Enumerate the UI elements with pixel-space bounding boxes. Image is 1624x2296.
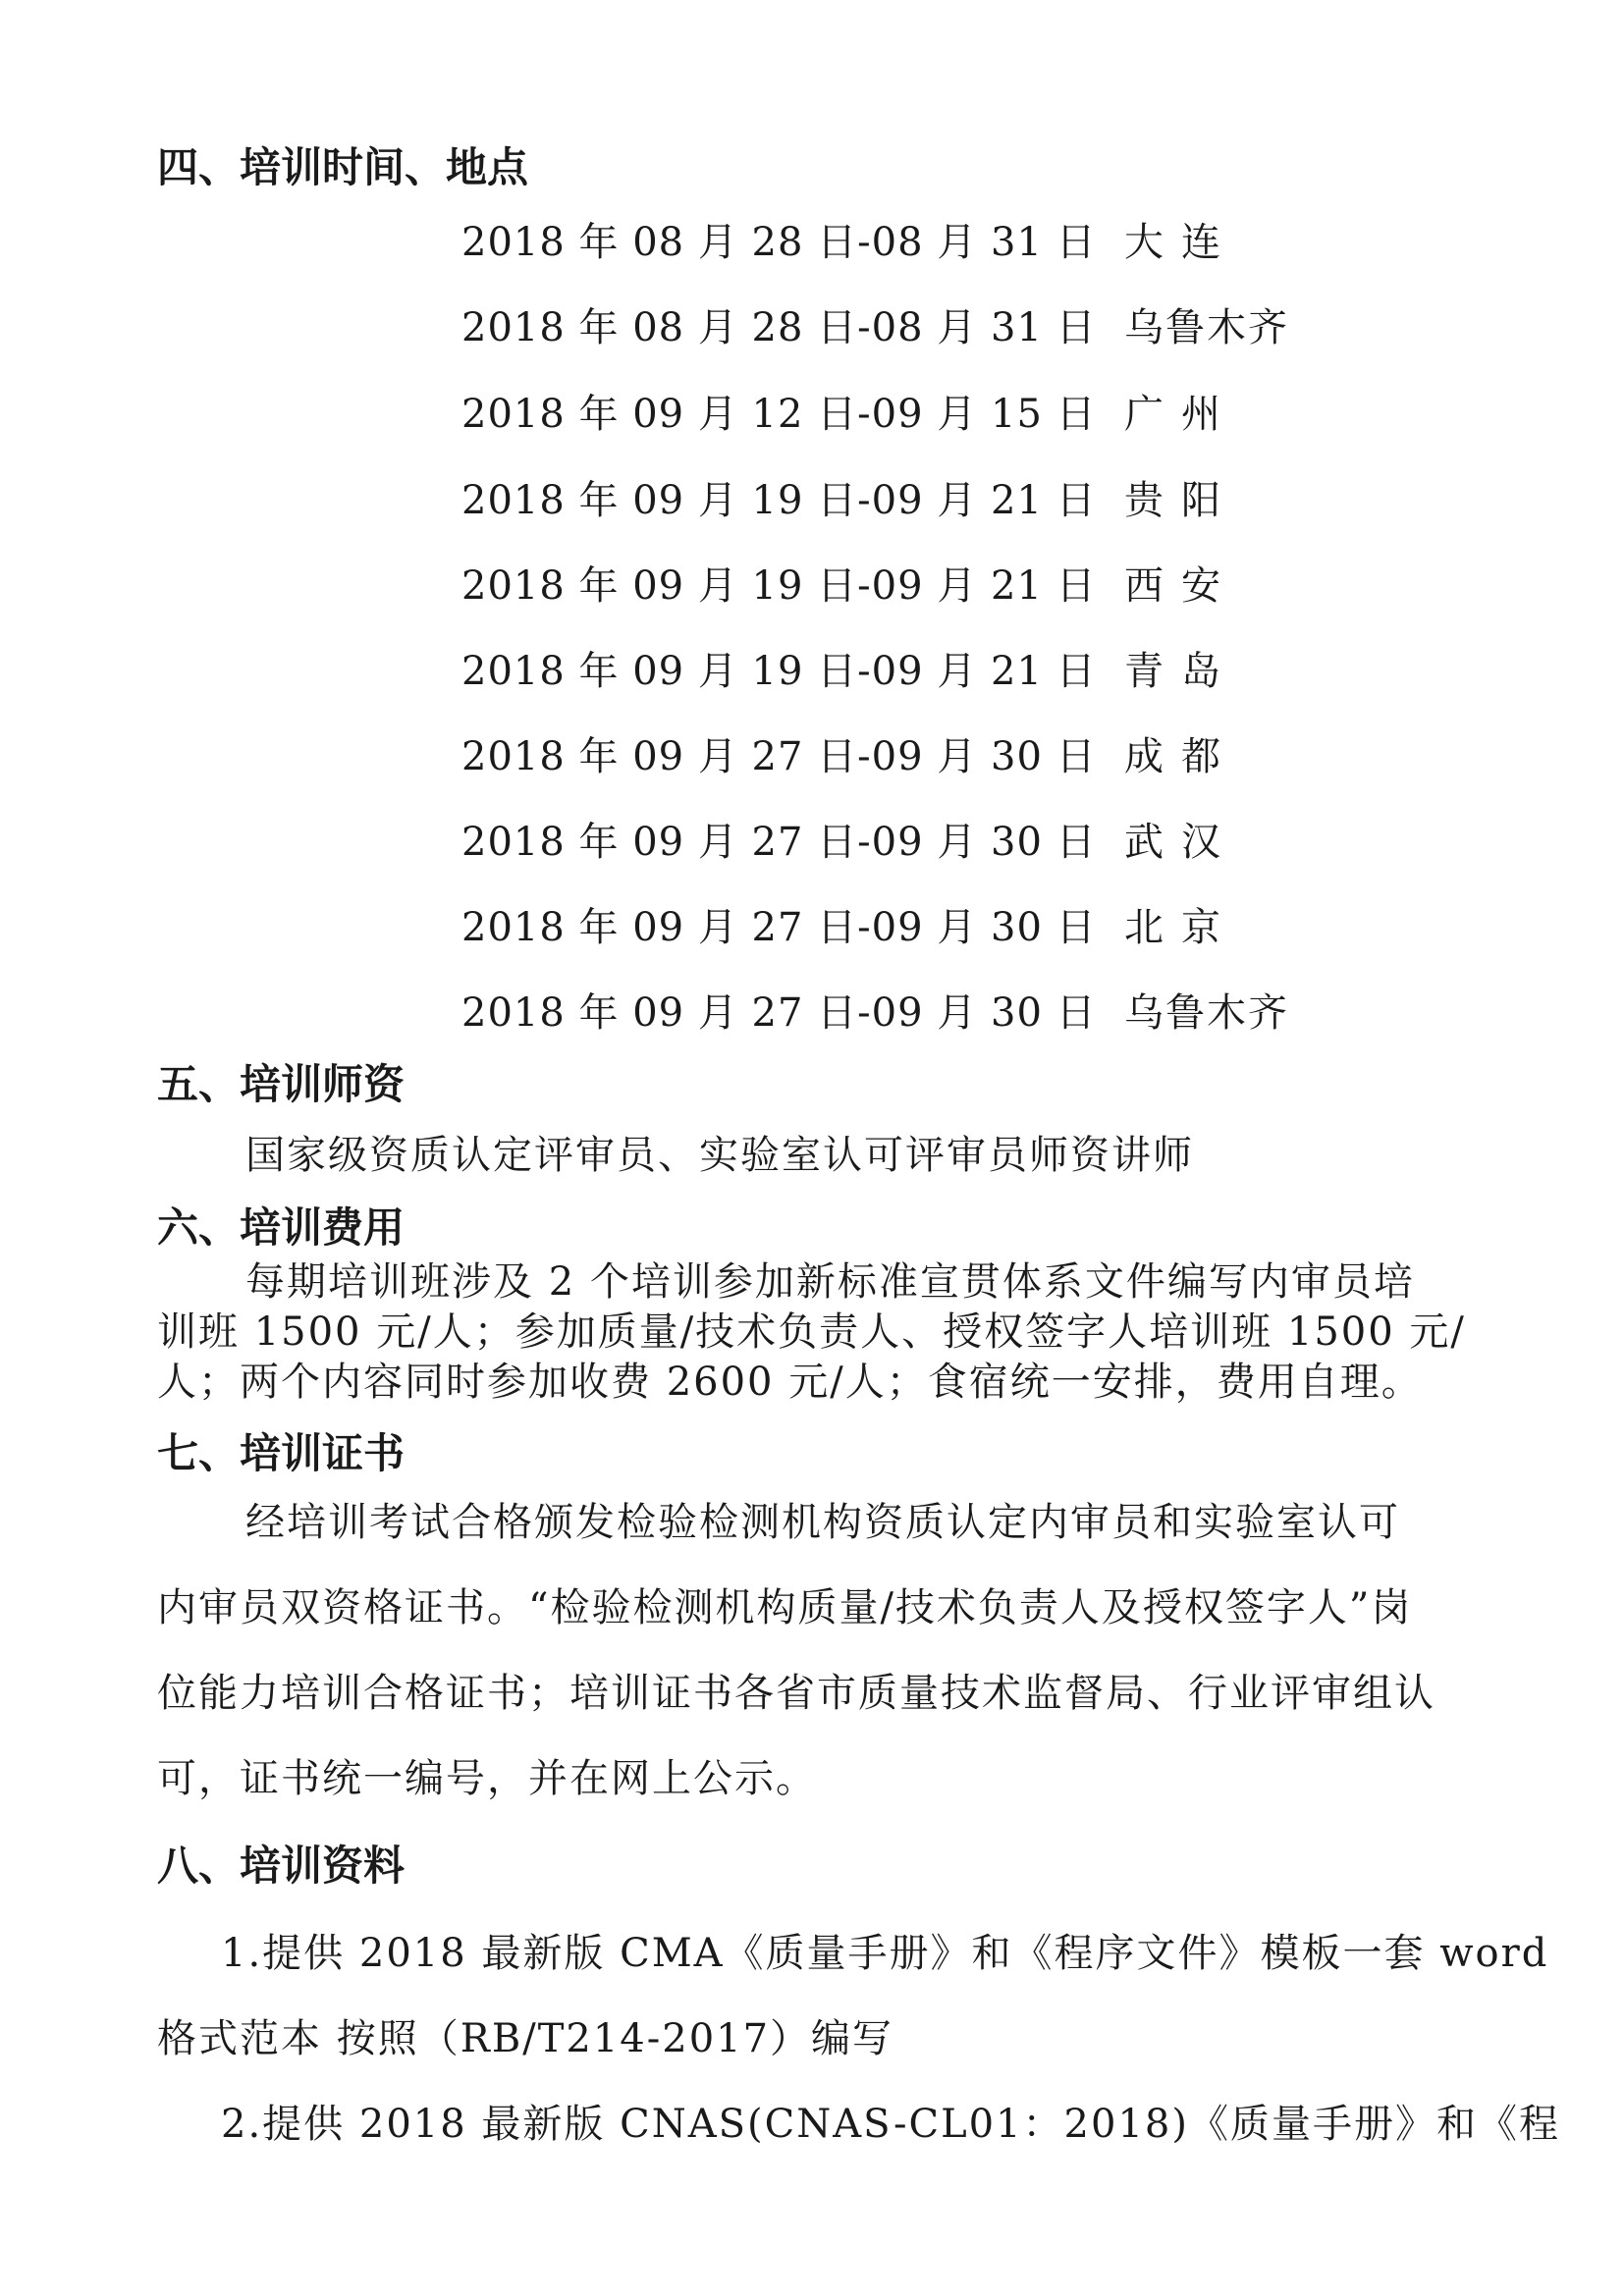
schedule-city: 乌鲁木齐 (1124, 990, 1289, 1036)
section-heading-fees: 六、培训费用 (157, 1203, 406, 1252)
schedule-date: 2018 年 08 月 28 日-08 月 31 日 (461, 220, 1097, 265)
section-heading-materials: 八、培训资料 (157, 1842, 406, 1890)
schedule-date: 2018 年 09 月 19 日-09 月 21 日 (461, 563, 1097, 609)
paragraph-line: 2.提供 2018 最新版 CNAS(CNAS-CL01：2018)《质量手册》和《程 (221, 2102, 1560, 2147)
schedule-date: 2018 年 08 月 28 日-08 月 31 日 (461, 305, 1097, 350)
section-heading-certificate: 七、培训证书 (157, 1429, 406, 1477)
schedule-city: 乌鲁木齐 (1124, 305, 1289, 350)
section-heading-teachers: 五、培训师资 (157, 1060, 406, 1108)
schedule-city: 北京 (1124, 905, 1238, 950)
paragraph-line: 可，证书统一编号，并在网上公示。 (157, 1756, 817, 1801)
teachers-paragraph (157, 1131, 1473, 1181)
schedule-date: 2018 年 09 月 27 日-09 月 30 日 (461, 905, 1097, 950)
schedule-city: 贵阳 (1124, 478, 1238, 523)
section-heading-time-place: 四、培训时间、地点 (157, 143, 529, 191)
paragraph-line: 人；两个内容同时参加收费 2600 元/人；食宿统一安排，费用自理。 (157, 1360, 1423, 1405)
schedule-date: 2018 年 09 月 19 日-09 月 21 日 (461, 649, 1097, 694)
fees-paragraph (157, 1257, 1473, 1408)
materials-paragraph (157, 1911, 1560, 2167)
paragraph-line: 经培训考试合格颁发检验检测机构资质认定内审员和实验室认可 (245, 1500, 1400, 1545)
schedule-city: 青岛 (1124, 649, 1238, 694)
paragraph-line: 每期培训班涉及 2 个培训参加新标准宣贯体系文件编写内审员培 (245, 1259, 1415, 1305)
schedule-date: 2018 年 09 月 19 日-09 月 21 日 (461, 478, 1097, 523)
paragraph-line: 内审员双资格证书。“检验检测机构质量/技术负责人及授权签字人”岗 (157, 1585, 1413, 1630)
paragraph-line: 训班 1500 元/人；参加质量/技术负责人、授权签字人培训班 1500 元/ (157, 1309, 1466, 1355)
schedule-city: 大连 (1124, 220, 1238, 265)
schedule-date: 2018 年 09 月 12 日-09 月 15 日 (461, 392, 1097, 437)
schedule-city: 西安 (1124, 563, 1238, 609)
schedule-date: 2018 年 09 月 27 日-09 月 30 日 (461, 990, 1097, 1036)
schedule-city: 武汉 (1124, 820, 1238, 865)
schedule-date: 2018 年 09 月 27 日-09 月 30 日 (461, 820, 1097, 865)
paragraph-line: 1.提供 2018 最新版 CMA《质量手册》和《程序文件》模板一套 word (221, 1931, 1549, 1976)
paragraph-line: 位能力培训合格证书；培训证书各省市质量技术监督局、行业评审组认 (157, 1671, 1435, 1716)
schedule-city: 广州 (1124, 392, 1238, 437)
schedule-city: 成都 (1124, 734, 1238, 779)
paragraph-line: 国家级资质认定评审员、实验室认可评审员师资讲师 (245, 1133, 1194, 1178)
certificate-paragraph (157, 1480, 1473, 1822)
paragraph-line: 格式范本 按照（RB/T214-2017）编写 (157, 2016, 894, 2061)
schedule-date: 2018 年 09 月 27 日-09 月 30 日 (461, 734, 1097, 779)
